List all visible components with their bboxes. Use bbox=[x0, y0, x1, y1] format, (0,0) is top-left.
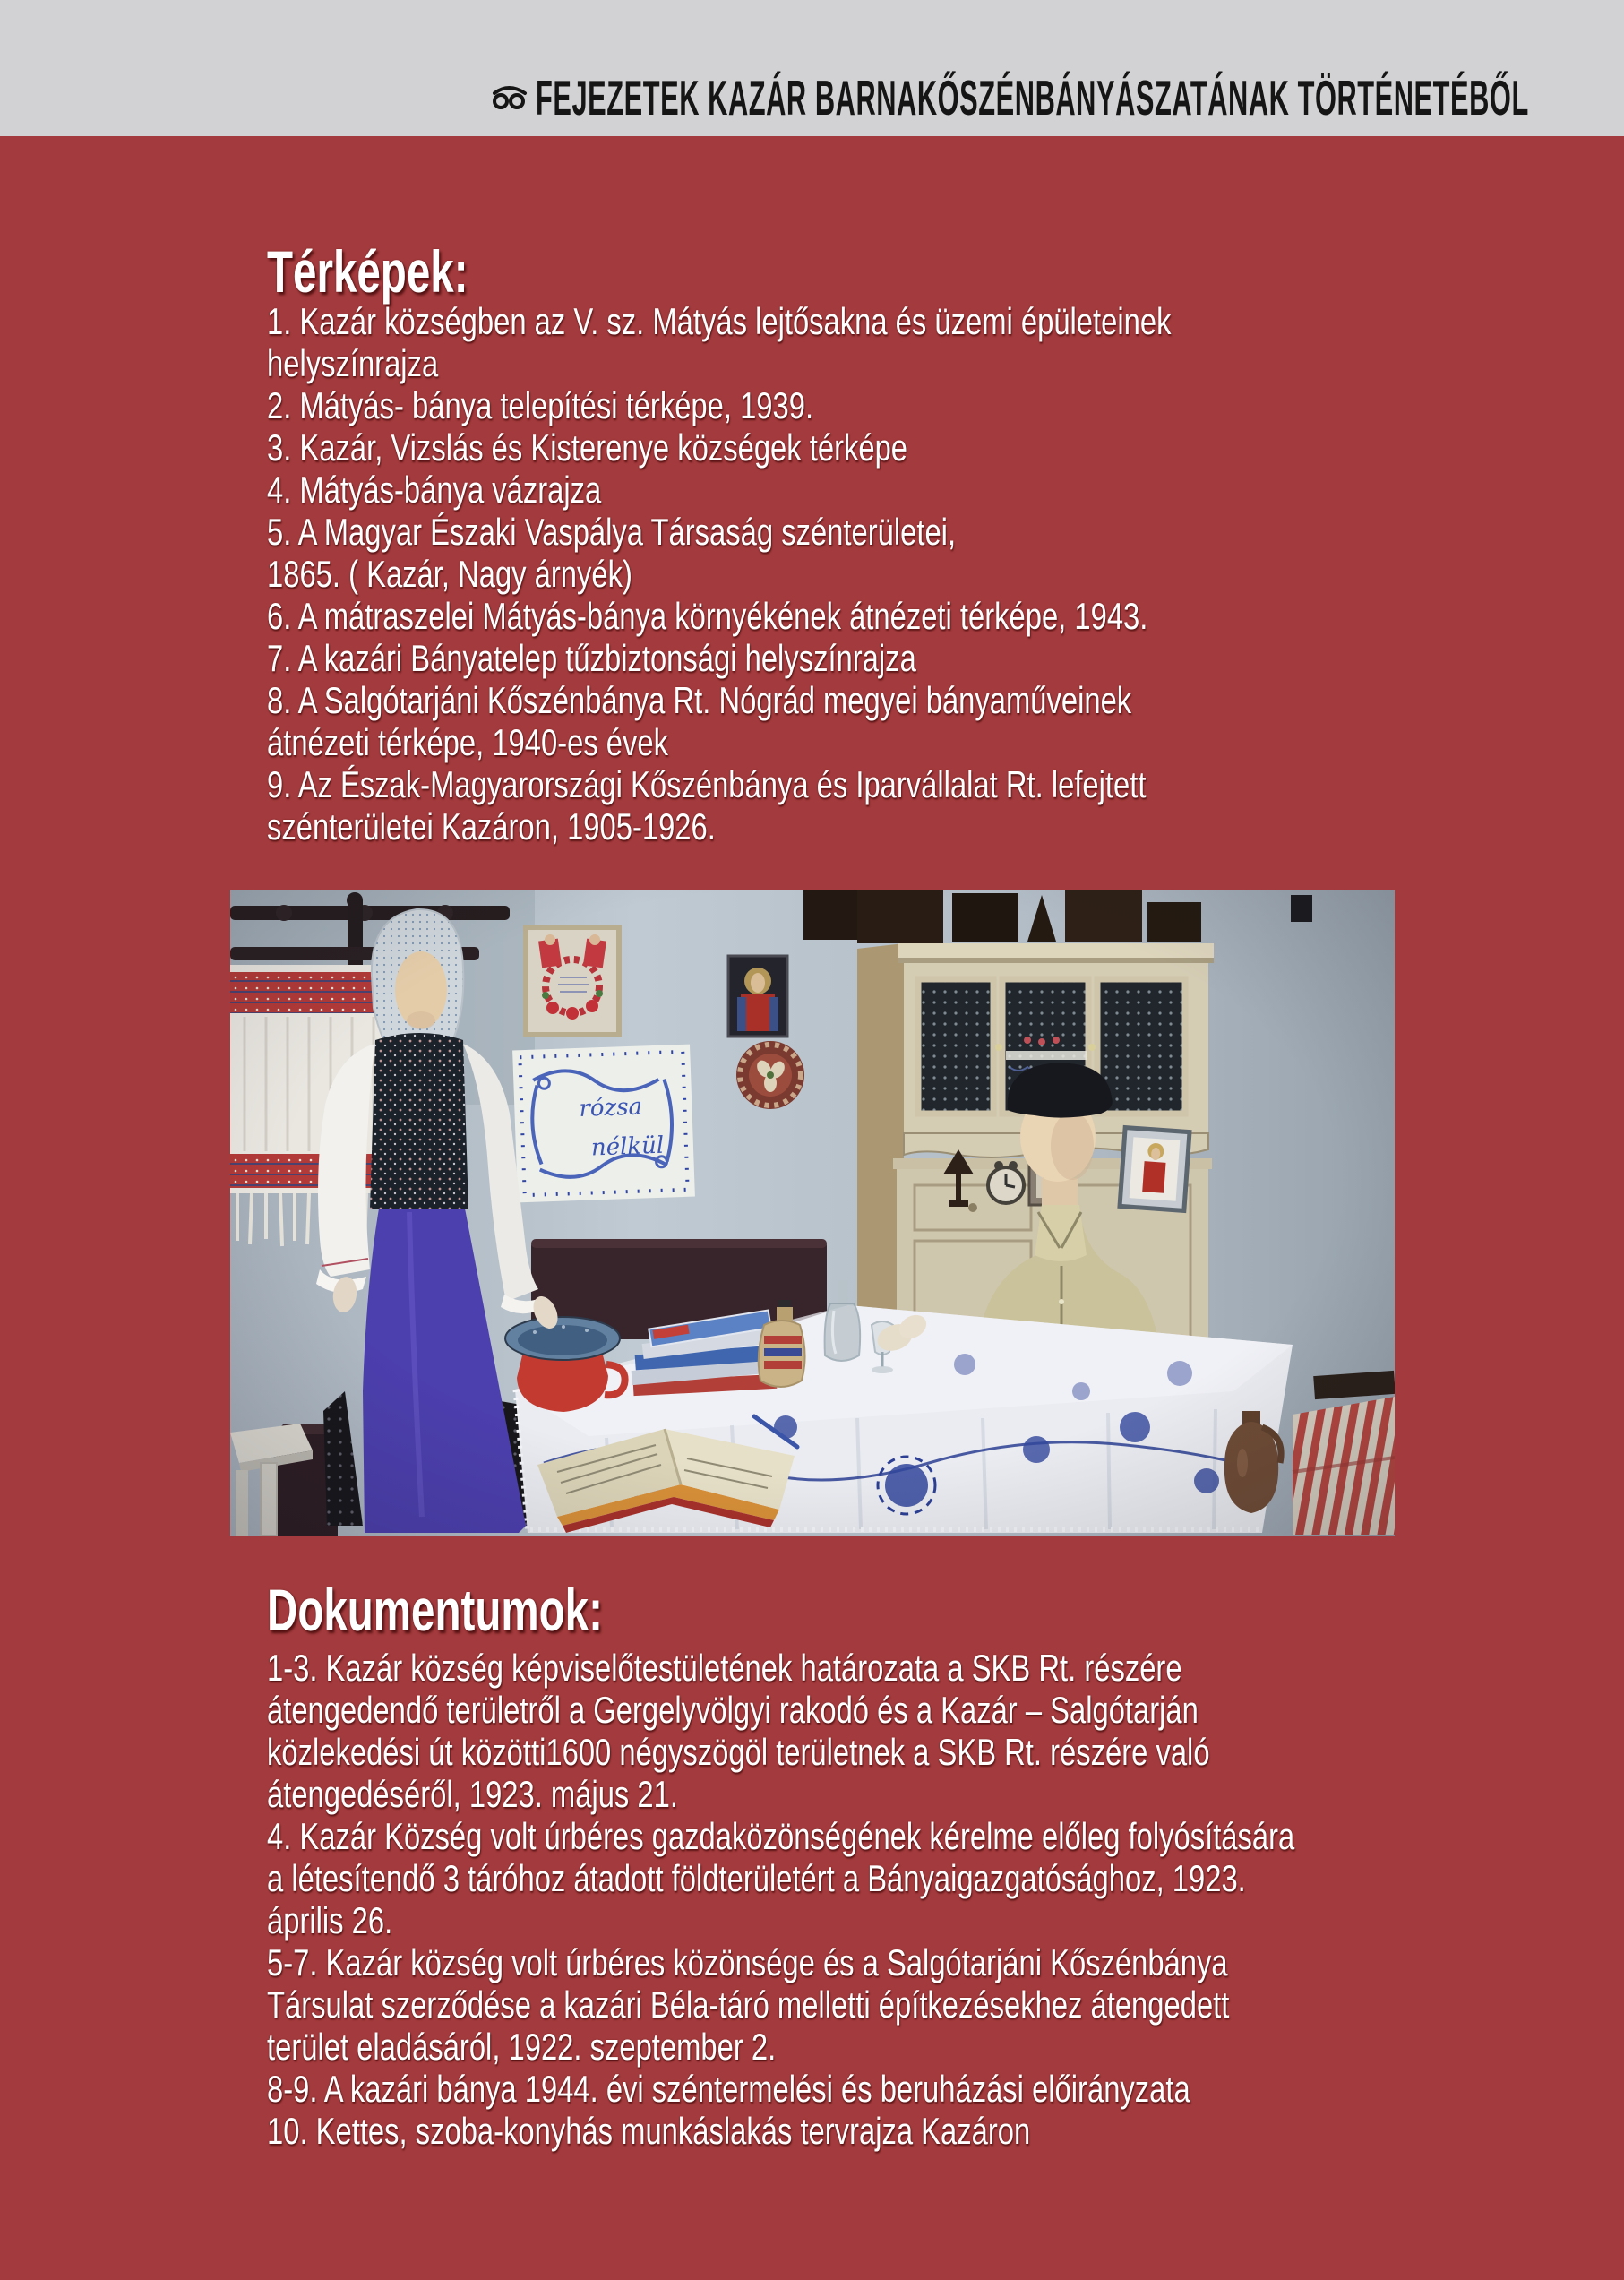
list-item: helyszínrajza bbox=[267, 342, 439, 384]
list-item: átengedéséről, 1923. május 21. bbox=[267, 1773, 678, 1815]
list-item: 1. Kazár községben az V. sz. Mátyás lejtősakna és üzemi épületeinek bbox=[267, 300, 1172, 342]
documents-section-heading: Dokumentumok: bbox=[267, 1577, 603, 1643]
list-item: 6. A mátraszelei Mátyás-bánya környékének átnézeti térképe, 1943. bbox=[267, 595, 1148, 637]
list-item: közlekedési út közötti1600 négyszögöl területnek a SKB Rt. részére való bbox=[267, 1731, 1210, 1773]
documents-list bbox=[267, 1647, 1585, 2152]
photo-vignette bbox=[230, 890, 1395, 1536]
list-item: szénterületei Kazáron, 1905-1926. bbox=[267, 805, 716, 847]
list-item: 4. Kazár Község volt úrbéres gazdaközönségének kérelme előleg folyósítására bbox=[267, 1815, 1295, 1857]
list-item: 10. Kettes, szoba-konyhás munkáslakás tervrajza Kazáron bbox=[267, 2110, 1031, 2152]
list-item: 1865. ( Kazár, Nagy árnyék) bbox=[267, 553, 632, 595]
list-item: 5-7. Kazár község volt úrbéres közönsége és a Salgótarjáni Kőszénbánya bbox=[267, 1941, 1228, 1983]
list-item: 8. A Salgótarjáni Kőszénbánya Rt. Nógrád megyei bányaműveinek bbox=[267, 679, 1132, 721]
list-item: átengedendő területről a Gergelyvölgyi rakodó és a Kazár – Salgótarján bbox=[267, 1689, 1199, 1731]
list-item: terület eladásáról, 1922. szeptember 2. bbox=[267, 2026, 777, 2068]
list-item: átnézeti térképe, 1940-es évek bbox=[267, 721, 669, 763]
museum-photo bbox=[230, 890, 1395, 1536]
list-item: 1-3. Kazár község képviselőtestületének határozata a SKB Rt. részére bbox=[267, 1647, 1182, 1689]
list-item: a létesítendő 3 táróhoz átadott földterületért a Bányaigazgatósághoz, 1923. bbox=[267, 1857, 1246, 1899]
list-item: 3. Kazár, Vizslás és Kisterenye községek térképe bbox=[267, 426, 908, 469]
list-item: Társulat szerződése a kazári Béla-táró melletti építkezésekhez átengedett bbox=[267, 1983, 1230, 2026]
page-header bbox=[0, 0, 1624, 136]
list-item: 4. Mátyás-bánya vázrajza bbox=[267, 469, 602, 511]
list-item: 5. A Magyar Északi Vaspálya Társaság szénterületei, bbox=[267, 511, 957, 553]
list-item: 8-9. A kazári bánya 1944. évi széntermelési és beruházási előirányzata bbox=[267, 2068, 1190, 2110]
maps-list bbox=[267, 300, 1426, 847]
list-item: 9. Az Észak-Magyarországi Kőszénbánya és Iparvállalat Rt. lefejtett bbox=[267, 763, 1147, 805]
page-header-title: FEJEZETEK KAZÁR BARNAKŐSZÉNBÁNYÁSZATÁNAK TÖRTÉNETÉBŐL bbox=[536, 69, 1529, 125]
list-item: 7. A kazári Bányatelep tűzbiztonsági helyszínrajza bbox=[267, 637, 916, 679]
list-item: 2. Mátyás- bánya telepítési térképe, 1939. bbox=[267, 384, 814, 426]
list-item: április 26. bbox=[267, 1899, 393, 1941]
fleuron-icon bbox=[491, 84, 528, 111]
maps-section-heading: Térképek: bbox=[267, 238, 468, 305]
